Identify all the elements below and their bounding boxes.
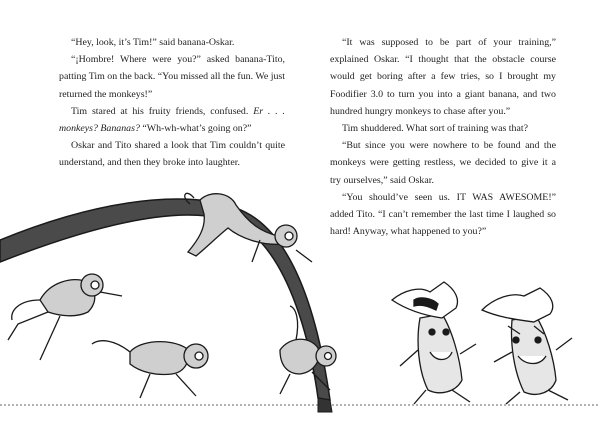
left-paragraph-2 <box>59 51 285 103</box>
left-paragraph-4-run-1: Oskar and Tito shared a look that Tim couldn’t quite understand, and then they broke into laughter. <box>59 140 285 169</box>
right-paragraph-2 <box>330 120 556 137</box>
right-paragraph-4-run-1: “You should’ve seen us. IT WAS AWESOME!” added Tito. “I can’t remember the last time I laughed so hard! Anyway, what happened to you?” <box>330 191 556 238</box>
left-paragraph-4 <box>59 137 285 171</box>
left-paragraph-3-run-1: Tim stared at his fruity friends, confused. <box>71 105 254 117</box>
right-paragraph-3-run-1: “But since you were nowhere to be found and the monkeys were getting restless, we decided to give it a try ourselves,” said Oskar. <box>330 140 556 186</box>
right-paragraph-2-run-1: Tim shuddered. What sort of training was that? <box>342 123 528 135</box>
left-paragraph-3-run-3: “Wh-wh-what’s going on?” <box>139 123 252 135</box>
left-page-text <box>59 34 285 172</box>
monkey-middle <box>92 341 208 398</box>
left-paragraph-2-run-1: “¡Hombre! Where were you?” asked banana-Tito, patting Tim on the back. “You missed all the fun. We just returned the monkeys!” <box>59 54 285 100</box>
right-paragraph-1 <box>330 34 556 120</box>
monkey-left <box>8 274 122 360</box>
monkey-top <box>185 193 312 262</box>
left-paragraph-3-run-2: Er . . . monkeys? Bananas? <box>59 105 285 135</box>
banana-tito <box>482 288 572 404</box>
right-paragraph-1-run-1: “It was supposed to be part of your training,” explained Oskar. “I thought that the obstacle course would get boring after a few tries, so I brought my Foodifier 3.0 to turn you into a giant banana, and two hundred hungry monkeys to chase after you.” <box>330 37 556 117</box>
left-paragraph-3 <box>59 103 285 137</box>
left-paragraph-1-run-1: “Hey, look, it’s Tim!” said banana-Oskar. <box>71 37 235 48</box>
illustration <box>0 180 600 436</box>
left-paragraph-1 <box>59 34 285 51</box>
banana-oskar <box>392 282 476 404</box>
